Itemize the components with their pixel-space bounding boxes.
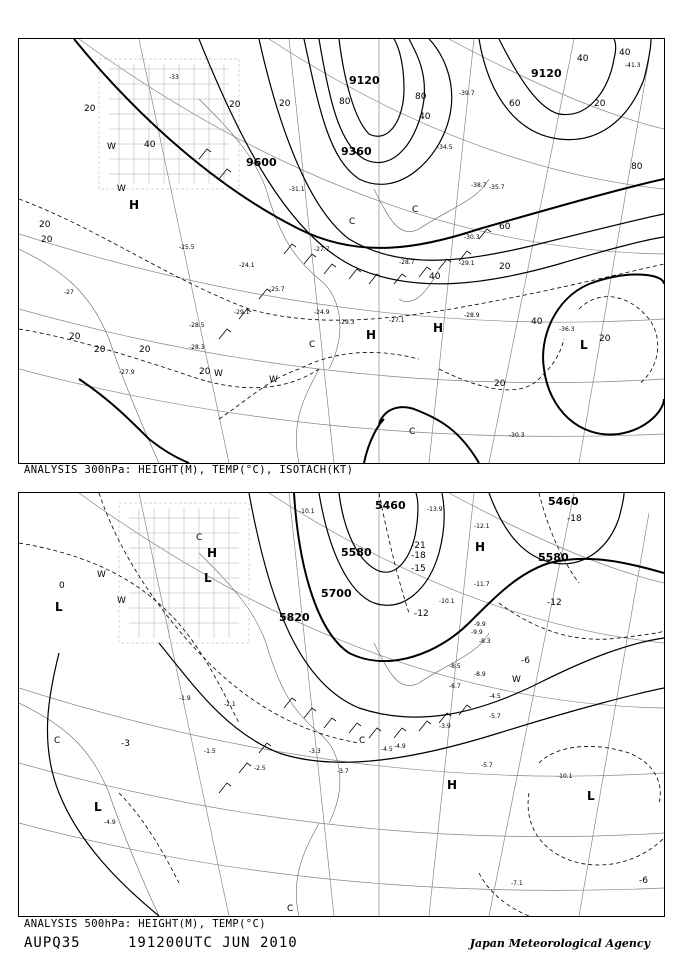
temp-label: -29.1 — [234, 309, 250, 316]
isotach-label: 40 — [619, 48, 631, 58]
warm-mark: W — [117, 184, 126, 194]
temp-label: -7.1 — [511, 880, 523, 887]
temp-label: -29.1 — [459, 260, 475, 267]
temp-label: -30.3 — [509, 432, 525, 439]
high-pressure-label: H — [207, 546, 218, 560]
temp-label: -5.7 — [481, 762, 493, 769]
temp-label: -1.5 — [204, 748, 216, 755]
isotherm-label: -6 — [639, 876, 648, 886]
high-pressure-label: H — [447, 778, 458, 792]
warm-mark: W — [107, 142, 116, 152]
isotherm-label: -12 — [414, 609, 429, 619]
temp-label: -27.7 — [314, 246, 330, 253]
isotach-label: 20 — [39, 220, 51, 230]
height-contours — [74, 39, 664, 463]
temp-label: -3.9 — [439, 723, 451, 730]
temp-label: -38.7 — [471, 182, 487, 189]
isotach-label: 40 — [419, 112, 431, 122]
isotach-label: 20 — [494, 379, 506, 389]
isotach-label: 20 — [94, 345, 106, 355]
temp-label: -10.1 — [299, 508, 315, 515]
isotherm-label: -12 — [547, 598, 562, 608]
height-label: 5820 — [279, 611, 310, 624]
temp-label: -4.9 — [394, 743, 406, 750]
temp-label: -10.1 — [439, 598, 455, 605]
isotach-label: 20 — [599, 334, 611, 344]
temp-label: -12.1 — [474, 523, 490, 530]
height-label: 9120 — [531, 67, 562, 80]
cold-mark: C — [409, 427, 416, 437]
temp-label: -28.9 — [464, 312, 480, 319]
isotach-label: 80 — [631, 162, 643, 172]
temp-label: -29.3 — [339, 319, 355, 326]
wind-barbs — [219, 698, 471, 793]
low-pressure-label: L — [587, 789, 595, 803]
hatched-region — [119, 503, 249, 643]
temp-label: -10.1 — [557, 773, 573, 780]
low-pressure-label: L — [55, 600, 63, 614]
isotherm-label: 0 — [59, 581, 65, 591]
high-pressure-label: H — [129, 198, 140, 212]
height-label: 9360 — [341, 145, 372, 158]
isotach-label: 20 — [279, 99, 291, 109]
cold-mark: C — [287, 904, 294, 914]
height-label: 5460 — [548, 495, 579, 508]
temp-label: -2.5 — [254, 765, 266, 772]
temp-label: -25.7 — [269, 286, 285, 293]
temp-label: -27.1 — [389, 317, 405, 324]
map-500hpa-svg — [19, 493, 664, 916]
map-panel-300hpa — [18, 38, 665, 464]
caption-300hpa: ANALYSIS 300hPa: HEIGHT(M), TEMP(°C), ISOTACH(KT) — [24, 464, 354, 476]
low-pressure-label: L — [94, 800, 102, 814]
high-pressure-label: H — [366, 328, 377, 342]
temp-label: -24.1 — [239, 262, 255, 269]
temp-label: -8.3 — [479, 638, 491, 645]
isotach-label: 40 — [577, 54, 589, 64]
height-label: 5580 — [341, 546, 372, 559]
temp-label: -6.7 — [449, 683, 461, 690]
temp-label: -35.7 — [489, 184, 505, 191]
isotherm-label: -6 — [521, 656, 530, 666]
temp-label: -4.5 — [381, 746, 393, 753]
isotach-label: 60 — [509, 99, 521, 109]
temp-label: -24.9 — [314, 309, 330, 316]
temp-label: -9.9 — [474, 621, 486, 628]
high-pressure-label: H — [433, 321, 444, 335]
temp-label: -5.7 — [489, 713, 501, 720]
isotherm-label: -18 — [411, 551, 426, 561]
temp-label: -28.3 — [189, 344, 205, 351]
map-300hpa-svg — [19, 39, 664, 463]
temp-label: -3.3 — [309, 748, 321, 755]
isotach-label: 20 — [229, 100, 241, 110]
temp-label: -25.5 — [179, 244, 195, 251]
temp-label: -9.9 — [471, 629, 483, 636]
temp-label: -34.5 — [437, 144, 453, 151]
temp-label: -33 — [169, 74, 179, 81]
coastline — [19, 553, 489, 916]
cold-mark: C — [349, 217, 356, 227]
height-label: 9600 — [246, 156, 277, 169]
temp-label: -28.5 — [189, 322, 205, 329]
cold-mark: C — [54, 736, 61, 746]
map-panel-500hpa — [18, 492, 665, 917]
temp-label: -30.3 — [464, 234, 480, 241]
isotach-label: 20 — [84, 104, 96, 114]
low-pressure-label: L — [204, 571, 212, 585]
temp-label: -13.9 — [427, 506, 443, 513]
high-pressure-label: H — [475, 540, 486, 554]
isotherm-label: -21 — [411, 541, 426, 551]
isotherm-label: -18 — [567, 514, 582, 524]
valid-time: 191200UTC JUN 2010 — [128, 935, 298, 951]
height-label: 9120 — [349, 74, 380, 87]
warm-mark: W — [97, 570, 106, 580]
warm-mark: W — [117, 596, 126, 606]
agency-name: Japan Meteorological Agency — [469, 937, 650, 950]
temp-label: -2.1 — [224, 701, 236, 708]
cold-mark: C — [309, 340, 316, 350]
isotach-label: 20 — [594, 99, 606, 109]
temp-label: -4.9 — [104, 819, 116, 826]
isotach-label: 80 — [339, 97, 351, 107]
temp-label: -28.7 — [399, 259, 415, 266]
temp-label: -41.3 — [625, 62, 641, 69]
warm-mark: W — [269, 375, 278, 385]
isotach-label: 80 — [415, 92, 427, 102]
cold-mark: C — [196, 533, 203, 543]
isotherm-label: -15 — [411, 564, 426, 574]
coastline — [19, 99, 489, 463]
temp-label: -3.7 — [337, 768, 349, 775]
temp-label: -27.9 — [119, 369, 135, 376]
temp-label: -27 — [64, 289, 74, 296]
temp-label: -39.7 — [459, 90, 475, 97]
temp-label: -8.5 — [449, 663, 461, 670]
height-label: 5700 — [321, 587, 352, 600]
temp-label: -36.3 — [559, 326, 575, 333]
isotach-label: 20 — [499, 262, 511, 272]
isotach-label: 20 — [41, 235, 53, 245]
height-label: 5460 — [375, 499, 406, 512]
isotach-label: 60 — [499, 222, 511, 232]
isotach-label: 40 — [429, 272, 441, 282]
isotach-label: 20 — [199, 367, 211, 377]
isotach-label: 20 — [69, 332, 81, 342]
temp-label: -4.5 — [489, 693, 501, 700]
temp-label: -1.9 — [179, 695, 191, 702]
cold-mark: C — [359, 736, 366, 746]
caption-500hpa: ANALYSIS 500hPa: HEIGHT(M), TEMP(°C) — [24, 918, 266, 930]
temp-label: -8.9 — [474, 671, 486, 678]
warm-mark: W — [512, 675, 521, 685]
warm-mark: W — [214, 369, 223, 379]
isotherm-label: -3 — [121, 739, 130, 749]
chart-id: AUPQ35 — [24, 935, 81, 951]
cold-mark: C — [412, 205, 419, 215]
low-pressure-label: L — [580, 338, 588, 352]
isotach-label: 40 — [531, 317, 543, 327]
isotach-label: 40 — [144, 140, 156, 150]
temp-label: -31.1 — [289, 186, 305, 193]
height-label: 5580 — [538, 551, 569, 564]
temp-label: -11.7 — [474, 581, 490, 588]
isotach-label: 20 — [139, 345, 151, 355]
